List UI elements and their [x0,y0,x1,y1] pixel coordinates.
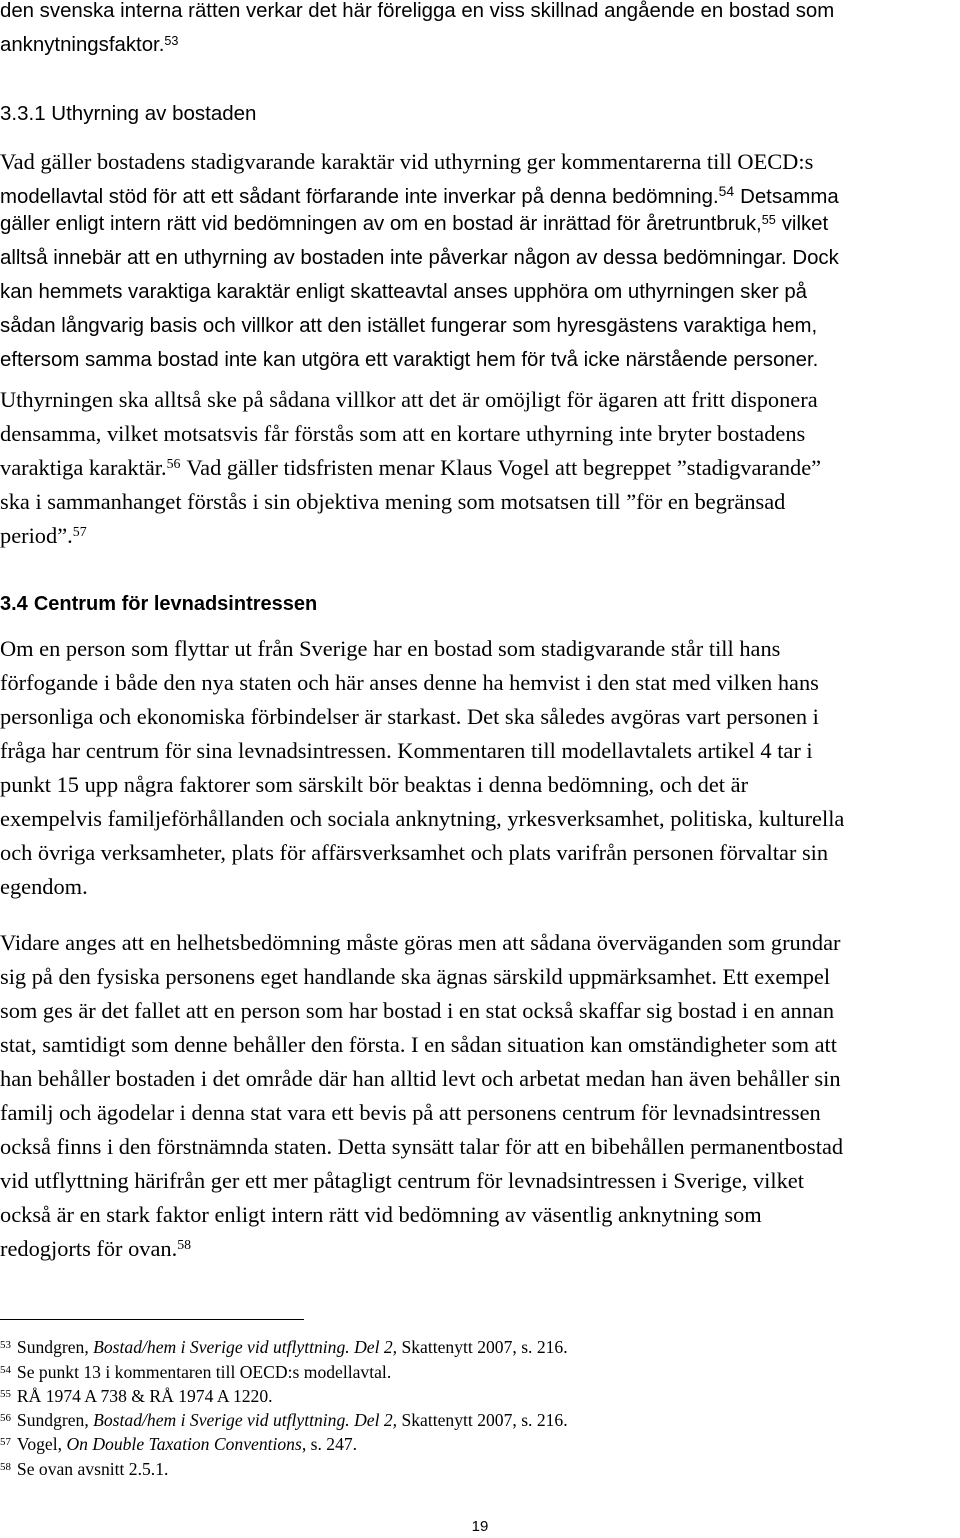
text-line: den svenska interna rätten verkar det här föreligga en viss skillnad angående en bostad som [0,0,835,22]
text-line [0,213,828,236]
footnote [0,1459,168,1480]
text-line: egendom. [0,874,88,899]
text-line: eftersom samma bostad inte kan utgöra ett varaktigt hem för två icke närstående personer. [0,349,819,371]
footnote [0,1337,568,1358]
section-heading [0,586,317,621]
text-line [0,1232,191,1266]
footnote-text: Vogel, [16,1434,67,1454]
footnote [0,1434,357,1455]
text-line: också är en stark faktor enligt intern rätt vid bedömning av väsentlig anknytning som [0,1202,762,1227]
text-fragment: redogjorts för ovan. [0,1236,178,1261]
footnote-separator [0,1319,304,1320]
footnote-ref[interactable]: 57 [72,525,87,541]
section-heading-text: Centrum för levnadsintressen [33,593,318,615]
page-number: 19 [471,1518,489,1535]
text-fragment: varaktiga karaktär. [0,455,167,480]
text-line: också finns i den förstnämnda staten. Detta synsätt talar för att en bibehållen permanentbostad [0,1134,844,1159]
text-fragment: modellavtal stöd för att ett sådant förfarande inte inverkar på denna bedömning. [0,186,719,208]
text-line: förfogande i både den nya staten och här anses denne ha hemvist i den stat med vilken hans [0,670,819,695]
footnote-number: 53 [0,1338,11,1351]
section-heading [0,96,256,131]
text-line: stat, samtidigt som denne behåller den första. I en sådan situation kan omständigheter som att [0,1032,837,1057]
footnote-text: Se ovan avsnitt 2.5.1. [16,1459,169,1479]
text-fragment: vilket [781,213,829,235]
text-line: kan hemmets varaktiga karaktär enligt skatteavtal anses upphöra om uthyrningen sker på [0,281,807,303]
text-fragment: gäller enligt intern rätt vid bedömningen av om en bostad är inrättad för åretruntbruk, [0,213,762,235]
text-line: exempelvis familjeförhållanden och sociala anknytning, yrkesverksamhet, politiska, kulturella [0,806,845,831]
footnote-text: , s. 247. [301,1434,358,1454]
footnote-number: 56 [0,1411,11,1424]
text-line: vid utflyttning härifrån ger ett mer påtagligt centrum för levnadsintressen i Sverige, vilket [0,1168,804,1193]
text-line: han behåller bostaden i det område där han alltid levt och arbetat medan han även behåller sin [0,1066,841,1091]
footnote-text: RÅ 1974 A 738 & RÅ 1974 A 1220. [16,1386,273,1406]
footnote-text: Skattenytt 2007, s. 216. [397,1337,568,1357]
footnote-text: Sundgren, [16,1337,94,1357]
text-line: alltså innebär att en uthyrning av bostaden inte påverkar någon av dessa bedömningar. Dock [0,247,839,269]
text-line: sådan långvarig basis och villkor att den istället fungerar som hyresgästens varaktiga hem, [0,315,818,337]
footnote [0,1386,273,1407]
footnote-ref[interactable]: 58 [177,1238,192,1254]
footnote-text: Se punkt 13 i kommentaren till OECD:s modellavtal. [16,1362,392,1382]
footnote-number: 57 [0,1435,11,1448]
text-line: som ges är det fallet att en person som har bostad i en stat också skaffar sig bostad i en annan [0,998,835,1023]
footnote-title: Bostad/hem i Sverige vid utflyttning. Del 2, [93,1410,398,1430]
text-line: sig på den fysiska personens eget handlande ska ägnas särskild uppmärksamhet. Ett exempel [0,964,831,989]
footnote-number: 54 [0,1363,11,1376]
footnote-number: 55 [0,1387,11,1400]
section-heading-text: 3.3.1 Uthyrning av bostaden [0,102,257,125]
footnote-number: 58 [0,1460,11,1473]
footnote-ref[interactable]: 55 [761,212,776,227]
text-fragment: period”. [0,523,73,548]
footnote-ref[interactable]: 53 [164,33,179,48]
text-fragment: Vad gäller tidsfristen menar Klaus Vogel att begreppet ”stadigvarande” [186,455,822,480]
footnote-text: Skattenytt 2007, s. 216. [397,1410,568,1430]
footnote-title: Bostad/hem i Sverige vid utflyttning. Del 2, [93,1337,398,1357]
text-line: familj och ägodelar i denna stat vara ett bevis på att personens centrum för levnadsintressen [0,1100,821,1125]
text-fragment: anknytningsfaktor. [0,34,165,56]
text-line: Om en person som flyttar ut från Sverige har en bostad som stadigvarande står till hans [0,636,781,661]
footnote-text: Sundgren, [16,1410,94,1430]
text-fragment: Detsamma [740,186,839,208]
footnote-ref[interactable]: 54 [718,183,735,200]
text-line: Vidare anges att en helhetsbedömning måste göras men att sådana överväganden som grundar [0,930,841,955]
footnote [0,1410,568,1431]
text-line [0,179,839,214]
text-line [0,519,87,553]
text-line: Vad gäller bostadens stadigvarande karaktär vid uthyrning ger kommentarerna till OECD:s [0,149,814,174]
footnote-title: On Double Taxation Conventions [66,1434,302,1454]
text-line [0,34,178,57]
footnote-ref[interactable]: 56 [166,457,181,473]
text-line: ska i sammanhanget förstås i sin objektiva mening som motsatsen till ”för en begränsad [0,489,786,514]
text-line: fråga har centrum för sina levnadsintressen. Kommentaren till modellavtalets artikel 4 tar i [0,738,813,763]
text-line [0,451,821,485]
section-heading-number: 3.4 [0,593,28,615]
text-line: densamma, vilket motsatsvis får förstås som att en kortare uthyrning inte bryter bostadens [0,421,806,446]
text-line: Uthyrningen ska alltså ske på sådana villkor att det är omöjligt för ägaren att fritt disponera [0,387,818,412]
footnote [0,1362,391,1383]
text-line: punkt 15 upp några faktorer som särskilt bör beaktas i denna bedömning, och det är [0,772,749,797]
text-line: och övriga verksamheter, plats för affärsverksamhet och plats varifrån personen förvaltar sin [0,840,829,865]
text-line: personliga och ekonomiska förbindelser är starkast. Det ska således avgöras vart personen i [0,704,819,729]
